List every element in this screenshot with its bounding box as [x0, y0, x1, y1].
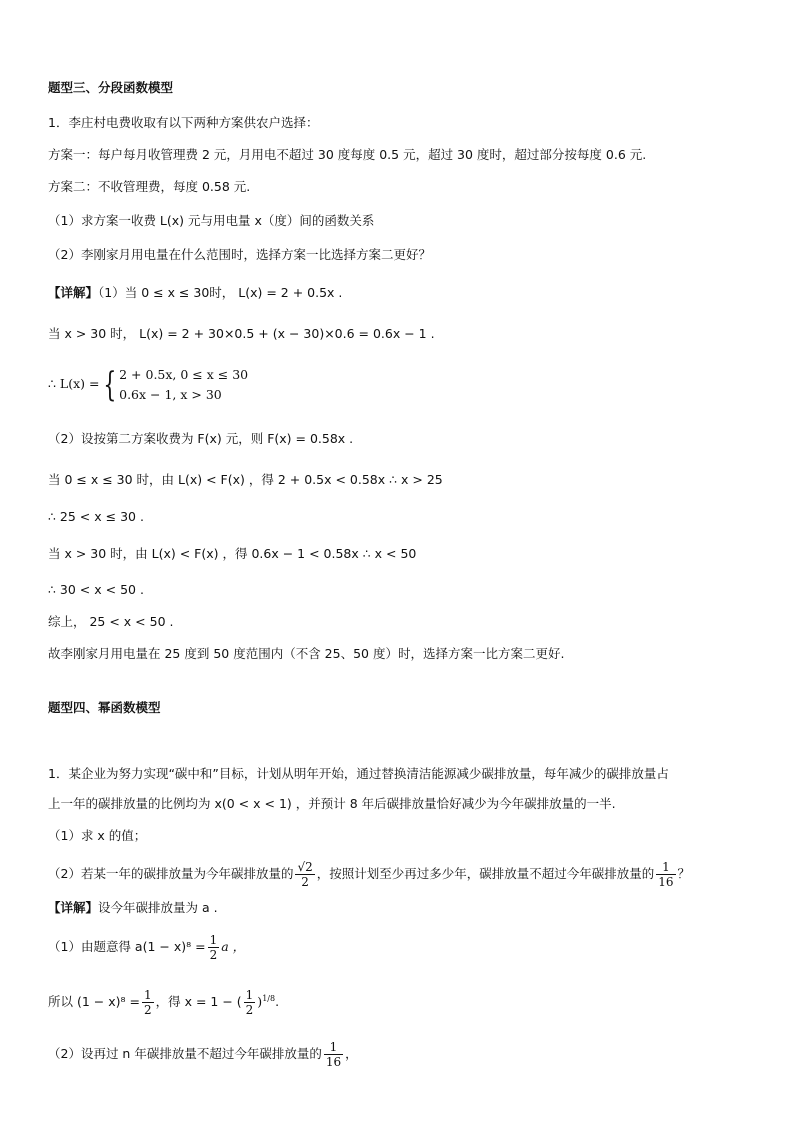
section4-solution-step2: [48, 978, 279, 1023]
piecewise-case2: 0.6x − 1, x > 30: [119, 386, 222, 402]
d4-text-b: ，: [345, 1046, 358, 1061]
section4-solution-step1: [48, 928, 245, 966]
q2-text-b: ，按照计划至少再过多少年，碳排放量不超过今年碳排放量的: [316, 866, 655, 881]
d3-text-d: .: [275, 994, 280, 1010]
d3-text-a: 所以 (1 − x)⁸ =: [48, 994, 140, 1010]
fraction-half: $\frac{1}{2}$: [209, 933, 218, 962]
section3-solution-step2: 当 x > 30 时， L(x) = 2 + 30×0.5 + (x − 30)×0.6 = 0.6x − 1 .: [48, 326, 435, 341]
fraction-1-over-16: $\frac{1}{16}$: [658, 860, 674, 889]
d3-text-b: ，得 x = 1 − (: [155, 994, 242, 1010]
section3-piecewise: [48, 364, 248, 405]
d3-text-c: ): [257, 994, 263, 1010]
section3-question-intro: 1．李庄村电费收取有以下两种方案供农户选择：: [48, 115, 319, 130]
section4-detail-intro: [48, 899, 218, 917]
piecewise-prefix: ∴ L(x) =: [48, 376, 100, 391]
exponent-one-eighth: 1/8: [262, 994, 276, 1003]
piecewise-case1: 2 + 0.5x, 0 ≤ x ≤ 30: [119, 366, 249, 382]
section3-plan1: 方案一：每户每月收管理费 2 元，月用电不超过 30 度每度 0.5 元，超过 30 度时，超过部分按每度 0.6 元.: [48, 147, 647, 162]
fraction-half-3: $\frac{1}{2}$: [245, 988, 254, 1018]
piecewise-cases: [119, 365, 248, 405]
q2-text-a: （2）若某一年的碳排放量为今年碳排放量的: [48, 866, 294, 881]
section3-subquestion1: （1）求方案一收费 L(x) 元与用电量 x（度）间的函数关系: [48, 213, 375, 228]
section3-conclusion: 故李刚家月用电量在 25 度到 50 度范围内（不含 25、50 度）时，选择方案一比方案二更好.: [48, 646, 565, 661]
section3-solution-step7: 当 x > 30 时，由 L(x) < F(x) ，得 0.6x − 1 < 0.58x ∴ x < 50: [48, 546, 417, 561]
d2-text-b: a ，: [221, 939, 246, 954]
section4-title: 题型四、幂函数模型: [48, 700, 161, 715]
section3-solution-step5: 当 0 ≤ x ≤ 30 时，由 L(x) < F(x) ，得 2 + 0.5x < 0.58x ∴ x > 25: [48, 472, 443, 487]
fraction-1-over-16-b: $\frac{1}{16}$: [325, 1040, 342, 1069]
step1-text: （1）当 0 ≤ x ≤ 30时， L(x) = 2 + 0.5x .: [98, 285, 343, 300]
detail-label: 【详解】: [48, 285, 99, 300]
brace-symbol: {: [103, 364, 117, 405]
q2-text-c: ？: [677, 866, 691, 881]
fraction-sqrt2-over-2: $\frac{√2}{2}$: [297, 860, 313, 889]
section3-subquestion2: （2）李刚家月用电量在什么范围时，选择方案一比选择方案二更好？: [48, 247, 431, 262]
section4-subquestion1: （1）求 x 的值；: [48, 828, 147, 843]
section3-solution-step1: [48, 284, 342, 302]
section4-question-line2: 上一年的碳排放量的比例均为 x(0 < x < 1) ，并预计 8 年后碳排放量恰好减少为今年碳排放量的一半.: [48, 796, 616, 811]
section4-question-line1: 1．某企业为努力实现“碳中和”目标，计划从明年开始，通过替换清洁能源减少碳排放量，每年减少的碳排放量占: [48, 766, 669, 781]
d4-text-a: （2）设再过 n 年碳排放量不超过今年碳排放量的: [48, 1046, 322, 1061]
section4-solution-step3: [48, 1036, 358, 1072]
section3-solution-step8: ∴ 30 < x < 50 .: [48, 582, 144, 597]
section3-solution-step4: （2）设按第二方案收费为 F(x) 元，则 F(x) = 0.58x .: [48, 431, 354, 446]
section3-solution-step9: 综上， 25 < x < 50 .: [48, 614, 174, 629]
detail-label-2: 【详解】: [48, 900, 99, 915]
section3-title: 题型三、分段函数模型: [48, 80, 174, 95]
section3-plan2: 方案二：不收管理费，每度 0.58 元.: [48, 179, 251, 194]
section3-solution-step6: ∴ 25 < x ≤ 30 .: [48, 509, 144, 524]
fraction-half-2: $\frac{1}{2}$: [143, 988, 152, 1018]
section4-subquestion2: [48, 856, 690, 892]
d2-text-a: （1）由题意得 a(1 − x)⁸ =: [48, 939, 206, 954]
detail-text: 设今年碳排放量为 a .: [98, 900, 218, 915]
